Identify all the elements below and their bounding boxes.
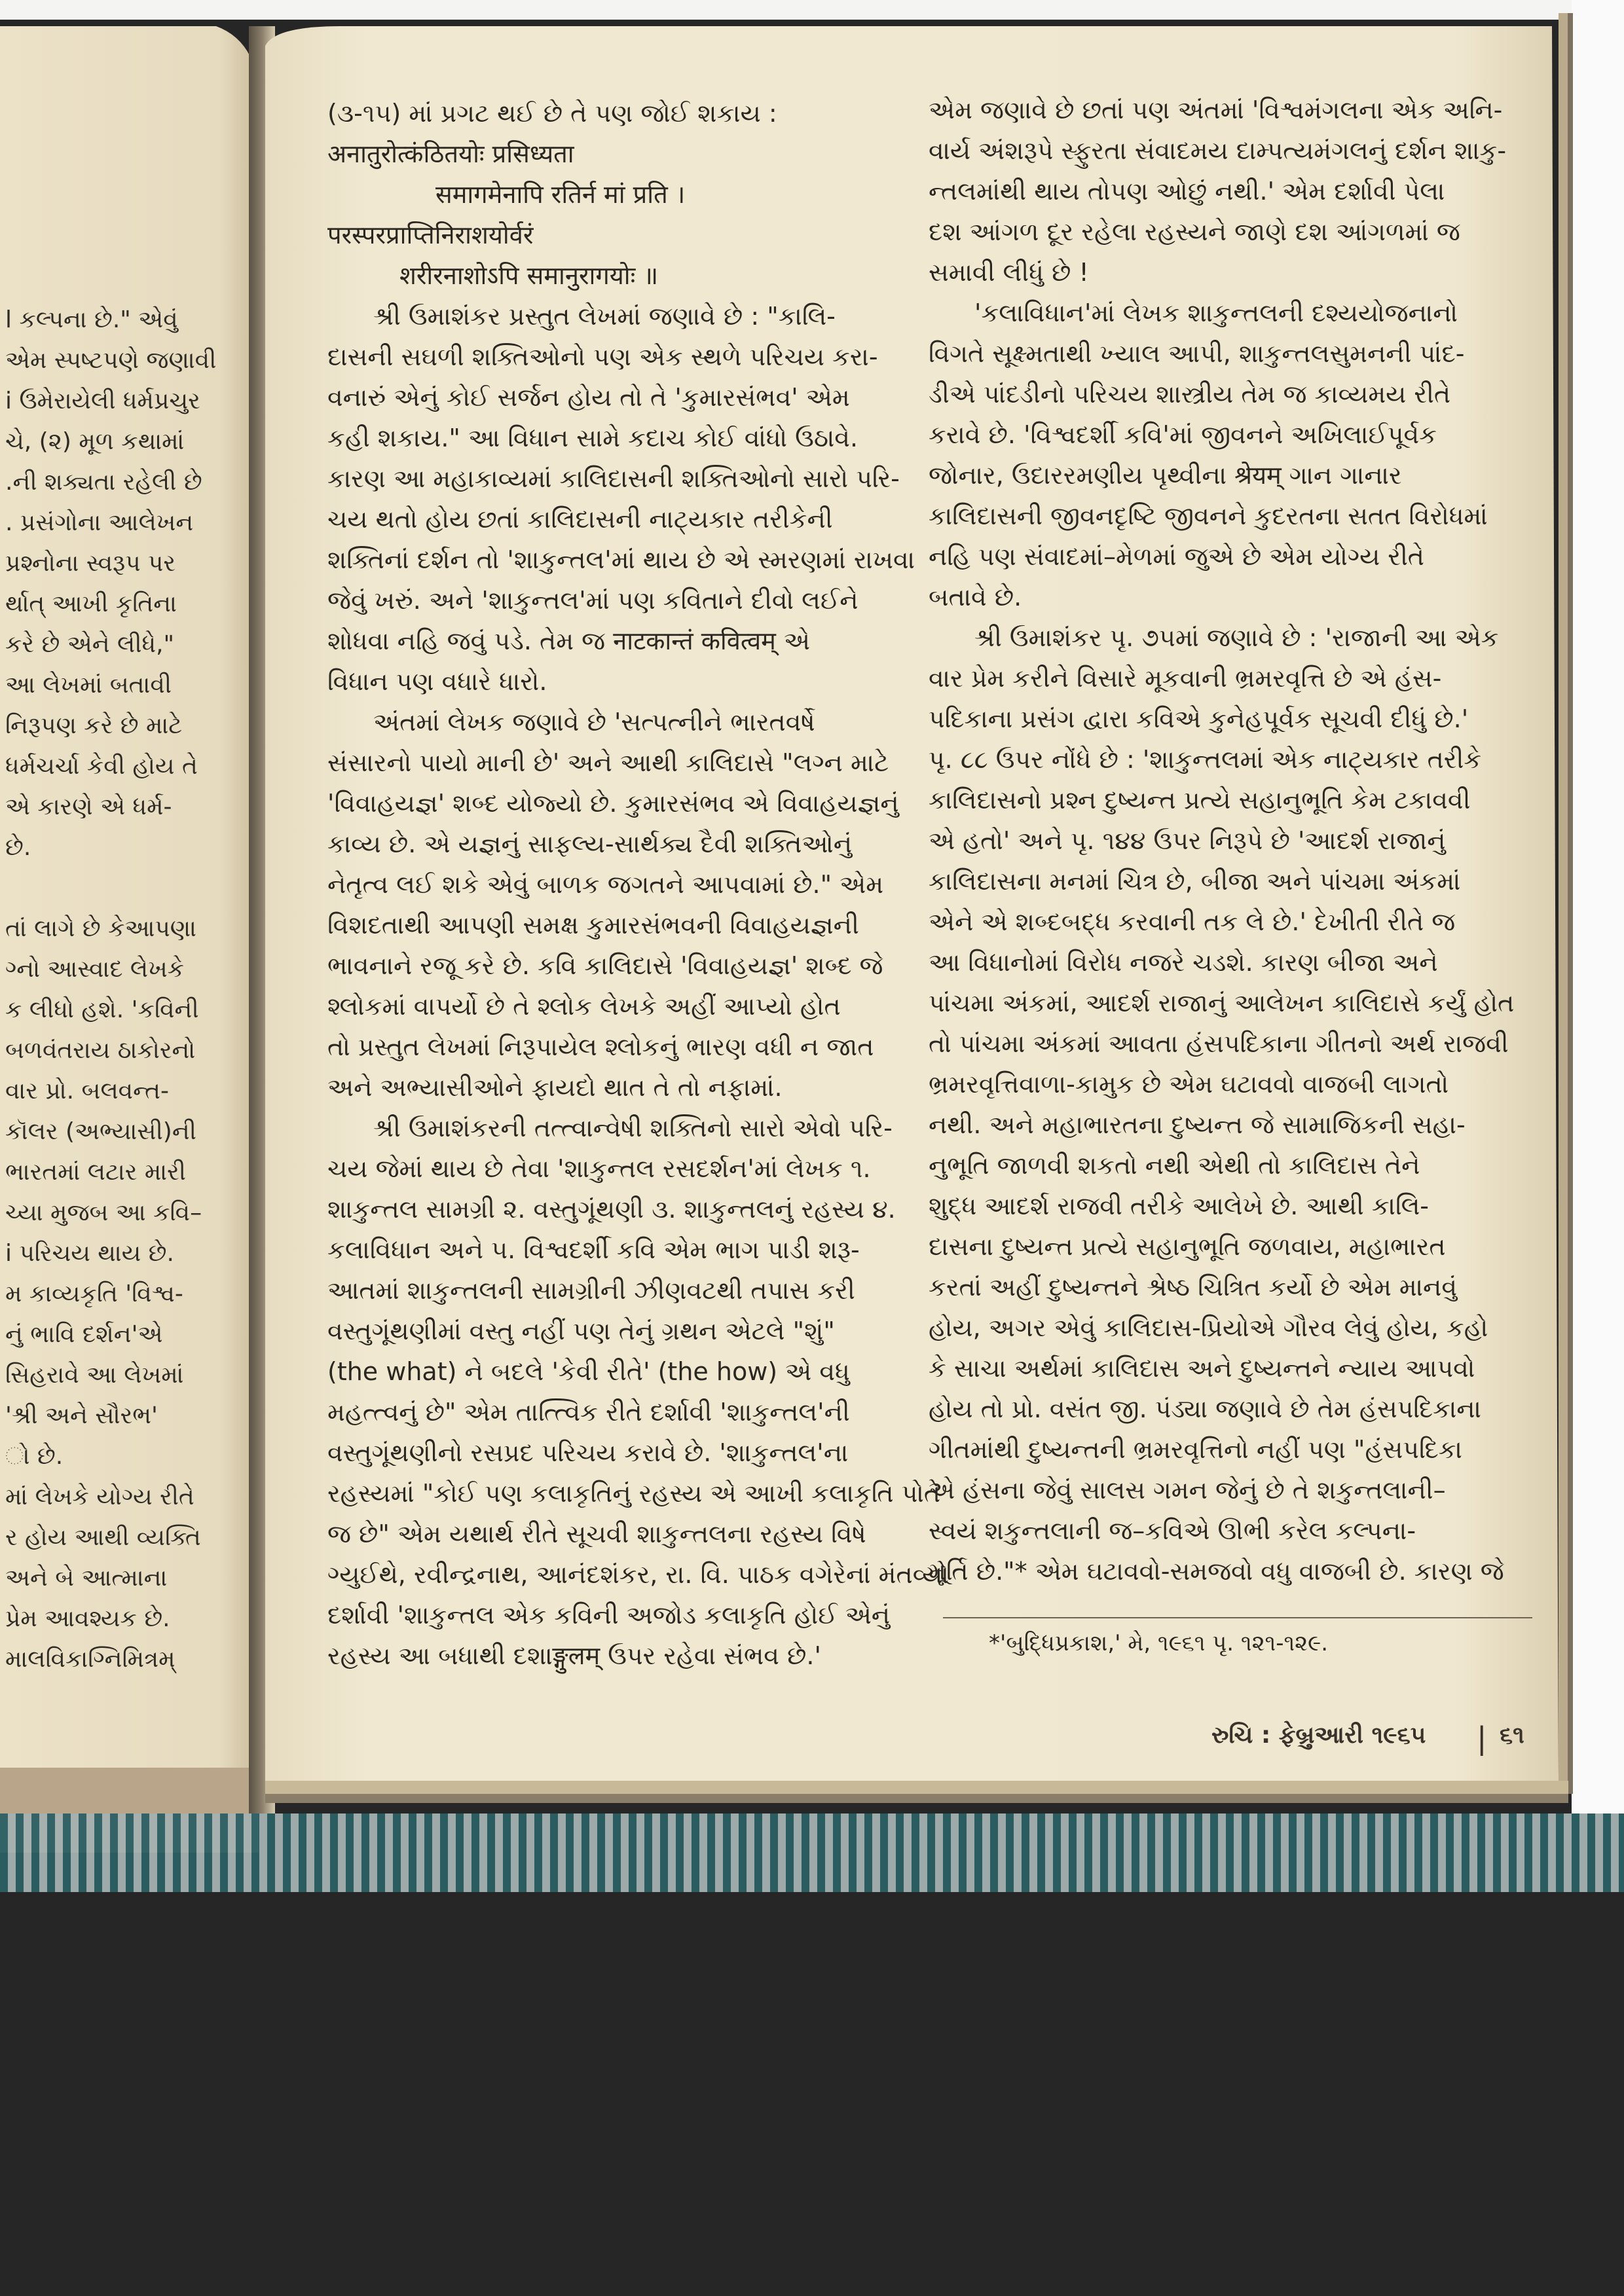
paragraph-line: વિગતે સૂક્ષ્મતાથી ખ્યાલ આપી, શાકુન્તલસુમનની પાંદ- bbox=[929, 339, 1465, 368]
paragraph-line: જ છે" એમ યથાર્થ રીતે સૂચવી શાકુન્તલના રહસ્ય વિષે bbox=[327, 1520, 866, 1548]
paragraph-line: કરતાં અહીં દુષ્યન્તને શ્રેષ્ઠ ચિત્રિત કર્યો છે એમ માનવું bbox=[929, 1273, 1458, 1302]
left-fragment-line: ધર્મચર્ચા કેવી હોય તે bbox=[5, 753, 198, 780]
left-fragment-line: માલવિકાગ્નિમિત્રમ્ bbox=[5, 1646, 175, 1673]
left-fragment-line: 'શ્રી અને સૌરભ' bbox=[5, 1402, 158, 1429]
paragraph-line: કાવ્ય છે. એ યજ્ઞનું સાફલ્ય-સાર્થક્ય દૈવી શક્તિઓનું bbox=[327, 829, 853, 858]
paragraph-line: નેતૃત્વ લઈ શકે એવું બાળક જગતને આપવામાં છે." એમ bbox=[327, 870, 884, 899]
paragraph-line: કાલિદાસના મનમાં ચિત્ર છે, બીજા અને પાંચમા અંકમાં bbox=[929, 867, 1461, 896]
paragraph-line: શક્તિનાં દર્શન તો 'શાકુન્તલ'માં થાય છે એ સ્મરણમાં રાખવા bbox=[327, 545, 915, 574]
paragraph-line: ચય થતો હોય છતાં કાલિદાસની નાટ્યકાર તરીકેની bbox=[327, 505, 833, 534]
left-fragment-line: વાર પ્રો. બલવન્ત- bbox=[5, 1078, 170, 1104]
left-fragment-line: ભારતમાં લટાર મારી bbox=[5, 1159, 186, 1186]
paragraph-line: 'કલાવિધાન'માં લેખક શાકુન્તલની દશ્યયોજનાનો bbox=[974, 299, 1458, 327]
paragraph-line: કરાવે છે. 'વિશ્વદર્શી કવિ'માં જીવનને અખિલાઈપૂર્વક bbox=[929, 420, 1437, 449]
paragraph-line: કાલિદાસની જીવનદૃષ્ટિ જીવનને કુદરતના સતત વિરોધમાં bbox=[929, 501, 1488, 530]
paragraph-line: નથી. અને મહાભારતના દુષ્યન્ત જે સામાજિકની સહા- bbox=[929, 1110, 1466, 1139]
left-fragment-line: નું ભાવિ દર્શન'એ bbox=[5, 1321, 163, 1348]
left-fragment-line: ગ્નો આસ્વાદ લેખકે bbox=[5, 956, 185, 983]
paragraph-line: નહિ પણ સંવાદમાં–મેળમાં જુએ છે એમ યોગ્ય રીતે bbox=[929, 542, 1425, 571]
left-fragment-line: ર્થાત્ આખી કૃતિના bbox=[5, 591, 177, 617]
paragraph-line: એ હતો' અને પૃ. ૧૪૪ ઉપર નિરૂપે છે 'આદર્શ રાજાનું bbox=[929, 826, 1446, 855]
paragraph-line: હોય તો પ્રો. વસંત જી. પંડ્યા જણાવે છે તેમ હંસપદિકાના bbox=[929, 1394, 1481, 1423]
paragraph-line: અને અભ્યાસીઓને ફાયદો થાત તે તો નફામાં. bbox=[327, 1073, 783, 1102]
paragraph-line: એ હંસના જેવું સાલસ ગમન જેનું છે તે શકુન્તલાની– bbox=[929, 1476, 1446, 1504]
footnote: *'બુદ્ધિપ્રકાશ,' મે, ૧૯૬૧ પૃ. ૧૨૧-૧૨૯. bbox=[989, 1630, 1329, 1656]
paragraph-line: ભ્રમરવૃત્તિવાળા-કામુક છે એમ ઘટાવવો વાજબી લાગતો bbox=[929, 1070, 1449, 1099]
paragraph-line: ડીએ પાંદડીનો પરિચય શાસ્ત્રીય તેમ જ કાવ્યમય રીતે bbox=[929, 380, 1451, 409]
middle-column bbox=[327, 93, 949, 1676]
left-fragment-line: એમ સ્પષ્ટપણે જણાવી bbox=[5, 347, 217, 374]
paragraph-line: તો પાંચમા અંકમાં આવતા હંસપદિકાના ગીતનો અર્થ રાજવી bbox=[929, 1029, 1509, 1058]
verse-line: अनातुरोत्कंठितयोः प्रसिध्यता bbox=[327, 139, 574, 168]
paragraph-line: દર્શાવી 'શાકુન્તલ એક કવિની અજોડ કલાકૃતિ હોઈ એનું bbox=[327, 1601, 891, 1630]
paragraph-line: કહી શકાય." આ વિધાન સામે કદાચ કોઈ વાંધો ઉઠાવે. bbox=[327, 424, 858, 452]
left-fragment-line: બળવંતરાય ઠાકોરનો bbox=[5, 1037, 196, 1064]
left-fragment-line bbox=[5, 868, 216, 909]
paragraph-line: 'વિવાહયજ્ઞ' શબ્દ યોજ્યો છે. કુમારસંભવ એ વિવાહયજ્ઞનું bbox=[327, 789, 899, 818]
paragraph-line: શ્રી ઉમાશંકરની તત્ત્વાન્વેષી શક્તિનો સારો એવો પરિ- bbox=[373, 1114, 893, 1142]
verse-line: परस्परप्राप्तिनिराशयोर्वरं bbox=[327, 221, 534, 249]
left-fragment-line: માં લેખકે યોગ્ય રીતે bbox=[5, 1484, 194, 1510]
paragraph-line: કલાવિધાન અને ૫. વિશ્વદર્શી કવિ એમ ભાગ પાડી શરૂ- bbox=[327, 1235, 860, 1264]
left-fragment-line: ો છે. bbox=[5, 1443, 64, 1470]
paragraph-line: તો પ્રસ્તુત લેખમાં નિરૂપાયેલ શ્લોકનું ભારણ વધી ન જાત bbox=[327, 1032, 874, 1061]
paragraph-line: રહસ્ય આ બધાથી દશાङ्गुलम् ઉપર રહેવા સંભવ છે.' bbox=[327, 1641, 821, 1670]
paragraph-line: વાર્ય અંશરૂપે સ્ફુરતા સંવાદમય દામ્પત્યમંગલનું દર્શન શાકુ- bbox=[929, 136, 1507, 165]
left-fragment-line: છે. bbox=[5, 834, 31, 861]
paragraph-line: એમ જણાવે છે છતાં પણ અંતમાં 'વિશ્વમંગલના એક અનિ- bbox=[929, 96, 1503, 124]
paragraph-line: ગીતમાંથી દુષ્યન્તની ભ્રમરવૃત્તિનો નહીં પણ "હંસપદિકા bbox=[929, 1435, 1462, 1464]
paragraph-line: ભાવનાને રજૂ કરે છે. કવિ કાલિદાસે 'વિવાહયજ્ઞ' શબ્દ જે bbox=[327, 951, 883, 980]
verse-line: समागमेनापि रतिर्न मां प्रति । bbox=[435, 180, 686, 209]
paragraph-line: દાસની સઘળી શક્તિઓનો પણ એક સ્થળે પરિચય કરા- bbox=[327, 342, 878, 371]
paragraph-line: વિધાન પણ વધારે ધારો. bbox=[327, 667, 547, 696]
left-page-fragment bbox=[5, 300, 216, 1680]
page-number: ૬૧ bbox=[1500, 1722, 1524, 1749]
verse-line: शरीरनाशोऽपि समानुरागयोः ॥ bbox=[399, 261, 659, 290]
left-fragment-line: અને બે આત્માના bbox=[5, 1565, 168, 1592]
paragraph-line: શ્રી ઉમાશંકર પૃ. ૭૫માં જણાવે છે : 'રાજાની આ એક bbox=[974, 623, 1499, 652]
left-fragment-line: નિરૂપણ કરે છે માટે bbox=[5, 712, 183, 739]
paragraph-line: કે સાચા અર્થમાં કાલિદાસ અને દુષ્યન્તને ન્યાય આપવો bbox=[929, 1354, 1475, 1383]
paragraph-line: વસ્તુગૂંથણીમાં વસ્તુ નહીં પણ તેનું ગ્રથન એટલે "શું" bbox=[327, 1317, 835, 1345]
paragraph-line: કાલિદાસનો પ્રશ્ન દુષ્યન્ત પ્રત્યે સહાનુભૂતિ કેમ ટકાવવી bbox=[929, 786, 1471, 814]
left-fragment-line: મ કાવ્યકૃતિ 'વિશ્વ- bbox=[5, 1281, 183, 1307]
footnote-rule bbox=[943, 1617, 1532, 1618]
paragraph-line: સ્વયં શકુન્તલાની જ–કવિએ ઊભી કરેલ કલ્પના- bbox=[929, 1516, 1416, 1545]
left-fragment-line: l કલ્પના છે." એવું bbox=[5, 306, 178, 333]
paragraph-line: દાસના દુષ્યન્ત પ્રત્યે સહાનુભૂતિ જળવાય, મહાભારત bbox=[929, 1232, 1446, 1261]
paragraph-line: સંસારનો પાયો માની છે' અને આથી કાલિદાસે "લગ્ન માટે bbox=[327, 748, 889, 777]
left-fragment-line: ર હોય આથી વ્યક્તિ bbox=[5, 1524, 201, 1551]
paragraph-line: આતમાં શાકુન્તલની સામગ્રીની ઝીણવટથી તપાસ કરી bbox=[327, 1276, 855, 1305]
paragraph-line: વનારું એનું કોઈ સર્જન હોય તો તે 'કુમારસંભવ' એમ bbox=[327, 383, 850, 412]
paragraph-line: પદિકાના પ્રસંગ દ્વારા કવિએ કુનેહપૂર્વક સૂચવી દીધું છે.' bbox=[929, 704, 1469, 733]
right-column bbox=[929, 90, 1538, 1592]
magazine-issue: રુચિ : ફેબ્રુઆરી ૧૯૬૫ bbox=[1211, 1722, 1426, 1749]
paragraph-line: વાર પ્રેમ કરીને વિસારે મૂકવાની ભ્રમરવૃત્તિ છે એ હંસ- bbox=[929, 664, 1442, 693]
left-fragment-line: i ઉમેરાયેલી ધર્મપ્રચુર bbox=[5, 388, 200, 414]
paragraph-line: શુદ્ધ આદર્શ રાજવી તરીકે આલેખે છે. આથી કાલિ- bbox=[929, 1192, 1430, 1220]
paragraph-line: શ્રી ઉમાશંકર પ્રસ્તુત લેખમાં જણાવે છે : "કાલિ- bbox=[373, 302, 836, 331]
paragraph-line: બતાવે છે. bbox=[929, 583, 1022, 611]
footer-separator: | bbox=[1477, 1721, 1487, 1756]
left-fragment-line: ક લીધો હશે. 'કવિની bbox=[5, 996, 199, 1023]
paragraph-line: (the what) ને બદલે 'કેવી રીતે' (the how) એ વધુ bbox=[327, 1357, 850, 1386]
left-fragment-line: ચે, (૨) મૂળ કથામાં bbox=[5, 428, 185, 455]
paragraph-line: સમાવી લીધું છે ! bbox=[929, 258, 1089, 287]
paragraph-line: શાકુન્તલ સામગ્રી ૨. વસ્તુગૂંથણી ૩. શાકુન્તલનું રહસ્ય ૪. bbox=[327, 1195, 896, 1224]
left-fragment-line: એ કારણે એ ધર્મ- bbox=[5, 793, 172, 820]
left-fragment-line: પ્રશ્નોના સ્વરૂપ પર bbox=[5, 550, 175, 577]
paragraph-line: ન્તલમાંથી થાય તોપણ ઓછું નથી.' એમ દર્શાવી પેલા bbox=[929, 177, 1445, 206]
paragraph-line: દશ આંગળ દૂર રહેલા રહસ્યને જાણે દશ આંગળમાં જ bbox=[929, 217, 1460, 246]
paragraph-line: નુભૂતિ જાળવી શકતો નથી એથી તો કાલિદાસ તેને bbox=[929, 1151, 1420, 1180]
left-fragment-line: કૉલર (અભ્યાસી)ની bbox=[5, 1118, 196, 1145]
paragraph-line: વસ્તુગૂંથણીનો રસપ્રદ પરિચય કરાવે છે. 'શાકુન્તલ'ના bbox=[327, 1438, 849, 1467]
paragraph-line: મહત્ત્વનું છે" એમ તાત્ત્વિક રીતે દર્શાવી 'શાકુન્તલ'ની bbox=[327, 1398, 850, 1427]
paragraph-line: રહસ્યમાં "કોઈ પણ કલાકૃતિનું રહસ્ય એ આખી કલાકૃતિ પોતે bbox=[327, 1479, 941, 1508]
paragraph-line: હોય, અગર એવું કાલિદાસ-પ્રિયોએ ગૌરવ લેવું હોય, કહો bbox=[929, 1313, 1488, 1342]
left-fragment-line: તાં લાગે છે કેઆપણા bbox=[5, 915, 196, 942]
left-fragment-line: . પ્રસંગોના આલેખન bbox=[5, 509, 194, 536]
paragraph-line: મૂર્તિ છે."* એમ ઘટાવવો-સમજવો વધુ વાજબી છે. કારણ જે bbox=[929, 1557, 1504, 1586]
paragraph-line: ગ્યુઈથે, રવીન્દ્રનાથ, આનંદશંકર, રા. વિ. પાઠક વગેરેનાં મંતવ્યો bbox=[327, 1560, 949, 1589]
paragraph-line: શોધવા નહિ જવું પડે. તેમ જ नाटकान्तं कवित्वम् એ bbox=[327, 627, 810, 655]
paragraph-line: પૃ. ૮૮ ઉપર નોંધે છે : 'શાકુન્તલમાં એક નાટ્યકાર તરીકે bbox=[929, 745, 1482, 774]
left-fragment-line: સિહરાવે આ લેખમાં bbox=[5, 1362, 184, 1389]
left-fragment-line: ચ્યા મુજબ આ કવિ– bbox=[5, 1199, 202, 1226]
left-fragment-line: .ની શક્યતા રહેલી છે bbox=[5, 469, 202, 496]
paragraph-line: જોનાર, ઉદારરમણીય પૃથ્વીના श्रेयम् ગાન ગાનાર bbox=[929, 461, 1402, 490]
left-fragment-line: કરે છે એને લીધે," bbox=[5, 631, 175, 658]
paragraph-line: શ્લોકમાં વાપર્યો છે તે શ્લોક લેખકે અહીં આપ્યો હોત bbox=[327, 992, 841, 1021]
intro-line: (૩-૧૫) માં પ્રગટ થઈ છે તે પણ જોઈ શકાય : bbox=[327, 99, 777, 128]
paragraph-line: ચય જેમાં થાય છે તેવા 'શાકુન્તલ રસદર્શન'માં લેખક ૧. bbox=[327, 1154, 871, 1183]
paragraph-line: એને એ શબ્દબદ્ધ કરવાની તક લે છે.' દેખીતી રીતે જ bbox=[929, 907, 1456, 936]
left-fragment-line: i પરિચય થાય છે. bbox=[5, 1240, 174, 1267]
paragraph-line: પાંચમા અંકમાં, આદર્શ રાજાનું આલેખન કાલિદાસે કર્યું હોત bbox=[929, 989, 1515, 1017]
paragraph-line: વિશદતાથી આપણી સમક્ષ કુમારસંભવની વિવાહયજ્ઞની bbox=[327, 911, 859, 939]
left-fragment-line: પ્રેમ આવશ્યક છે. bbox=[5, 1605, 170, 1632]
left-fragment-line: આ લેખમાં બતાવી bbox=[5, 672, 172, 699]
paragraph-line: અંતમાં લેખક જણાવે છે 'સત્પત્નીને ભારતવર્ષે bbox=[373, 708, 815, 737]
paragraph-line: કારણ આ મહાકાવ્યમાં કાલિદાસની શક્તિઓનો સારો પરિ- bbox=[327, 464, 900, 493]
paragraph-line: જેવું ખરું. અને 'શાકુન્તલ'માં પણ કવિતાને દીવો લઈને bbox=[327, 586, 858, 615]
paragraph-line: આ વિધાનોમાં વિરોધ નજરે ચડશે. કારણ બીજા અને bbox=[929, 948, 1438, 977]
